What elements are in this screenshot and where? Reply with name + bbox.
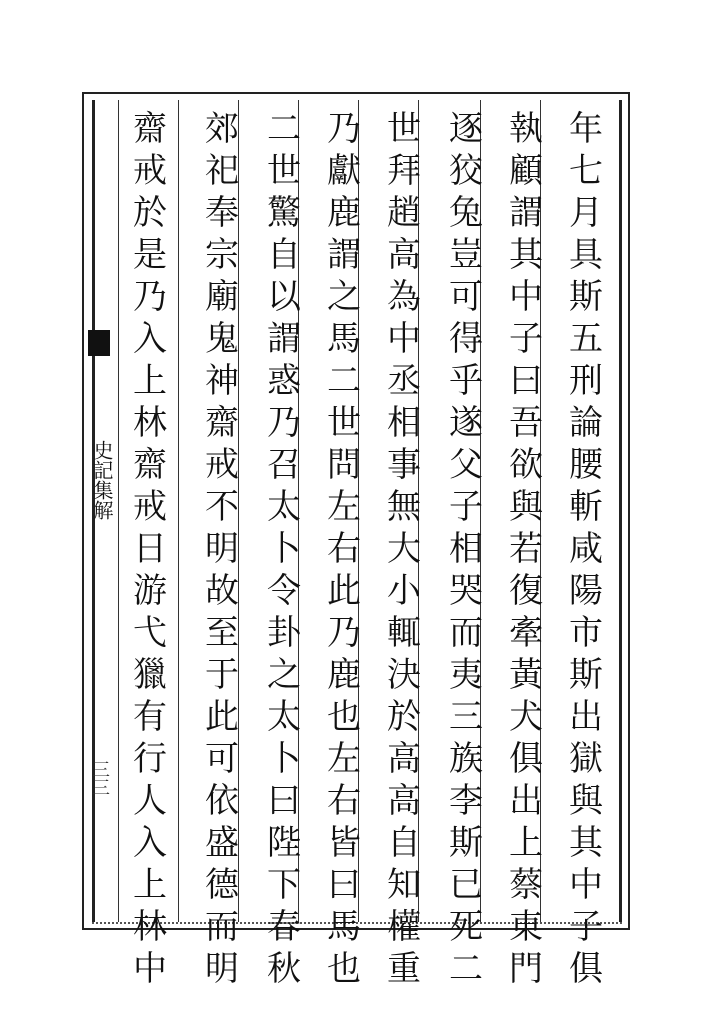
character: 咸 (569, 529, 603, 569)
book-title: 史記集解 (90, 440, 114, 520)
character: 上 (133, 865, 167, 905)
character: 復 (509, 571, 543, 611)
character: 乃 (327, 613, 361, 653)
character: 世 (267, 151, 301, 191)
character: 市 (569, 613, 603, 653)
character: 上 (133, 361, 167, 401)
character: 與 (509, 487, 543, 527)
character: 其 (569, 823, 603, 863)
character: 於 (133, 193, 167, 233)
character: 乃 (133, 277, 167, 317)
character: 陽 (569, 571, 603, 611)
character: 奉 (205, 193, 239, 233)
character: 事 (387, 445, 421, 485)
character: 陛 (267, 823, 301, 863)
character: 犬 (509, 697, 543, 737)
character: 而 (205, 907, 239, 947)
text-column-7 (196, 108, 248, 989)
character: 盛 (205, 823, 239, 863)
character: 子 (509, 319, 543, 359)
character: 右 (327, 781, 361, 821)
character: 已 (449, 865, 483, 905)
character: 太 (267, 487, 301, 527)
character: 趙 (387, 193, 421, 233)
character: 斯 (449, 823, 483, 863)
character: 而 (449, 613, 483, 653)
character: 自 (387, 823, 421, 863)
character: 中 (133, 949, 167, 989)
character: 遂 (449, 403, 483, 443)
character: 三 (449, 697, 483, 737)
character: 驚 (267, 193, 301, 233)
character: 重 (387, 949, 421, 989)
character: 鬼 (205, 319, 239, 359)
character: 故 (205, 571, 239, 611)
character: 吾 (509, 403, 543, 443)
character: 入 (133, 319, 167, 359)
column-rule (118, 100, 119, 922)
character: 斯 (569, 277, 603, 317)
character: 戒 (133, 487, 167, 527)
character: 左 (327, 739, 361, 779)
character: 無 (387, 487, 421, 527)
character: 出 (509, 781, 543, 821)
text-column-5 (318, 108, 370, 989)
text-column-3 (440, 108, 492, 989)
character: 死 (449, 907, 483, 947)
character: 拜 (387, 151, 421, 191)
character: 權 (387, 907, 421, 947)
character: 游 (133, 571, 167, 611)
character: 下 (267, 865, 301, 905)
character: 之 (267, 655, 301, 695)
character: 中 (387, 319, 421, 359)
character: 謂 (327, 235, 361, 275)
character: 曰 (327, 865, 361, 905)
character: 出 (569, 697, 603, 737)
character: 卜 (267, 529, 301, 569)
character: 以 (267, 277, 301, 317)
character: 斬 (569, 487, 603, 527)
character: 執 (509, 109, 543, 149)
character: 黃 (509, 655, 543, 695)
character: 李 (449, 781, 483, 821)
character: 逐 (449, 109, 483, 149)
character: 惑 (267, 361, 301, 401)
character: 相 (387, 403, 421, 443)
character: 中 (569, 865, 603, 905)
character: 令 (267, 571, 301, 611)
character: 神 (205, 361, 239, 401)
character: 高 (387, 235, 421, 275)
character: 門 (509, 949, 543, 989)
character: 東 (509, 907, 543, 947)
character: 顧 (509, 151, 543, 191)
character: 郊 (205, 109, 239, 149)
character: 得 (449, 319, 483, 359)
text-column-1 (560, 108, 612, 989)
character: 謂 (267, 319, 301, 359)
character: 論 (569, 403, 603, 443)
character: 決 (387, 655, 421, 695)
character: 有 (133, 697, 167, 737)
character: 依 (205, 781, 239, 821)
character: 林 (133, 403, 167, 443)
character: 齋 (205, 403, 239, 443)
character: 馬 (327, 907, 361, 947)
character: 豈 (449, 235, 483, 275)
character: 卜 (267, 739, 301, 779)
fish-tail-mark (88, 330, 110, 356)
character: 弋 (133, 613, 167, 653)
character: 入 (133, 823, 167, 863)
character: 七 (569, 151, 603, 191)
character: 知 (387, 865, 421, 905)
character: 也 (327, 949, 361, 989)
character: 其 (509, 235, 543, 275)
character: 二 (267, 109, 301, 149)
character: 廟 (205, 277, 239, 317)
character: 五 (569, 319, 603, 359)
character: 至 (205, 613, 239, 653)
character: 斯 (569, 655, 603, 695)
character: 行 (133, 739, 167, 779)
character: 德 (205, 865, 239, 905)
character: 上 (509, 823, 543, 863)
character: 戒 (133, 151, 167, 191)
character: 為 (387, 277, 421, 317)
character: 兔 (449, 193, 483, 233)
character: 春 (267, 907, 301, 947)
character: 可 (449, 277, 483, 317)
character: 乃 (327, 109, 361, 149)
character: 二 (327, 361, 361, 401)
character: 秋 (267, 949, 301, 989)
character: 宗 (205, 235, 239, 275)
character: 與 (569, 781, 603, 821)
character: 日 (133, 529, 167, 569)
text-column-4 (378, 108, 430, 989)
character: 右 (327, 529, 361, 569)
character: 俱 (509, 739, 543, 779)
character: 相 (449, 529, 483, 569)
character: 明 (205, 529, 239, 569)
character: 俱 (569, 949, 603, 989)
character: 是 (133, 235, 167, 275)
character: 大 (387, 529, 421, 569)
text-column-8 (124, 108, 176, 989)
character: 中 (509, 277, 543, 317)
character: 小 (387, 571, 421, 611)
character: 齋 (133, 109, 167, 149)
text-column-6 (258, 108, 310, 989)
character: 乃 (267, 403, 301, 443)
character: 若 (509, 529, 543, 569)
character: 林 (133, 907, 167, 947)
column-rule (178, 100, 179, 922)
character: 高 (387, 781, 421, 821)
character: 不 (205, 487, 239, 527)
character: 于 (205, 655, 239, 695)
character: 子 (449, 487, 483, 527)
character: 召 (267, 445, 301, 485)
character: 之 (327, 277, 361, 317)
character: 曰 (267, 781, 301, 821)
character: 於 (387, 697, 421, 737)
character: 二 (449, 949, 483, 989)
character: 夷 (449, 655, 483, 695)
folio-number: 三三 (89, 760, 110, 796)
character: 此 (327, 571, 361, 611)
character: 自 (267, 235, 301, 275)
character: 丞 (387, 361, 421, 401)
character: 狡 (449, 151, 483, 191)
character: 具 (569, 235, 603, 275)
character: 曰 (509, 361, 543, 401)
character: 子 (569, 907, 603, 947)
character: 祀 (205, 151, 239, 191)
character: 高 (387, 739, 421, 779)
character: 卦 (267, 613, 301, 653)
character: 腰 (569, 445, 603, 485)
character: 謂 (509, 193, 543, 233)
character: 哭 (449, 571, 483, 611)
character: 馬 (327, 319, 361, 359)
character: 鹿 (327, 193, 361, 233)
character: 鹿 (327, 655, 361, 695)
character: 月 (569, 193, 603, 233)
character: 乎 (449, 361, 483, 401)
character: 明 (205, 949, 239, 989)
character: 齋 (133, 445, 167, 485)
character: 獻 (327, 151, 361, 191)
character: 族 (449, 739, 483, 779)
character: 輒 (387, 613, 421, 653)
character: 問 (327, 445, 361, 485)
character: 皆 (327, 823, 361, 863)
text-column-2 (500, 108, 552, 989)
character: 刑 (569, 361, 603, 401)
character: 人 (133, 781, 167, 821)
character: 欲 (509, 445, 543, 485)
character: 戒 (205, 445, 239, 485)
character: 也 (327, 697, 361, 737)
character: 年 (569, 109, 603, 149)
character: 父 (449, 445, 483, 485)
character: 太 (267, 697, 301, 737)
character: 世 (387, 109, 421, 149)
character: 牽 (509, 613, 543, 653)
character: 可 (205, 739, 239, 779)
character: 左 (327, 487, 361, 527)
character: 獄 (569, 739, 603, 779)
character: 獵 (133, 655, 167, 695)
character: 蔡 (509, 865, 543, 905)
character: 此 (205, 697, 239, 737)
character: 世 (327, 403, 361, 443)
